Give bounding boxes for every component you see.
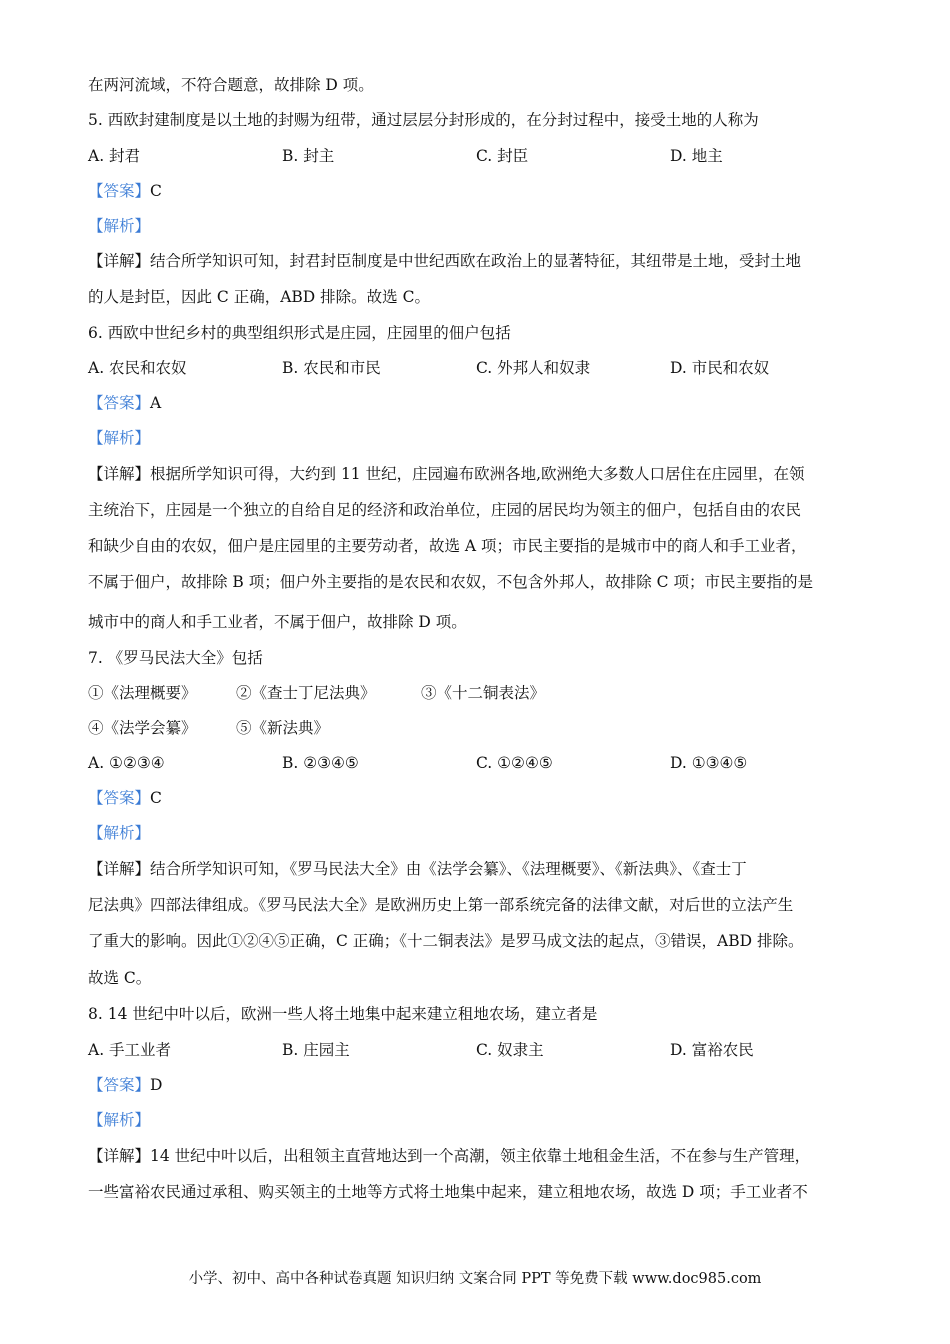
q6-answer bbox=[88, 392, 868, 414]
answer-value: C bbox=[150, 789, 162, 807]
q7-detail-2: 尼法典》四部法律组成。《罗马民法大全》是欧洲历史上第一部系统完备的法律文献，对后世的立法产生 bbox=[88, 896, 794, 914]
q6-detail-1 bbox=[88, 463, 868, 485]
q5-analysis bbox=[88, 215, 868, 237]
page-footer: 小学、初中、高中各种试卷真题 知识归纳 文案合同 PPT 等免费下载 www.doc985.com bbox=[188, 1271, 762, 1287]
q8-option-d: D. 富裕农民 bbox=[670, 1041, 754, 1059]
q7-detail-1 bbox=[88, 858, 868, 880]
q8-answer bbox=[88, 1074, 868, 1096]
analysis-tag: 【解析】 bbox=[88, 217, 151, 235]
q7-analysis bbox=[88, 822, 868, 844]
q8-option-b: B. 庄园主 bbox=[282, 1041, 350, 1059]
question-5: 5. 西欧封建制度是以土地的封赐为纽带，通过层层分封形成的，在分封过程中，接受土地的人称为 bbox=[88, 111, 759, 129]
q5-detail-1 bbox=[88, 250, 868, 272]
detail-tag: 【详解】 bbox=[88, 252, 151, 270]
question-7: 7. 《罗马民法大全》包括 bbox=[88, 649, 263, 667]
q6-option-b: B. 农民和市民 bbox=[282, 359, 381, 377]
q7-answer bbox=[88, 787, 868, 809]
q7-item-3: ③《十二铜表法》 bbox=[421, 684, 546, 702]
q6-option-c: C. 外邦人和奴隶 bbox=[476, 359, 591, 377]
analysis-tag: 【解析】 bbox=[88, 824, 151, 842]
q5-option-a: A. 封君 bbox=[88, 147, 141, 165]
q5-detail-2: 的人是封臣，因此 C 正确，ABD 排除。故选 C。 bbox=[88, 288, 430, 306]
q6-option-d: D. 市民和农奴 bbox=[670, 359, 770, 377]
detail-text: 14 世纪中叶以后，出租领主直营地达到一个高潮，领主依靠土地租金生活，不在参与生产管理， bbox=[150, 1147, 811, 1165]
detail-text: 结合所学知识可知，《罗马民法大全》由《法学会纂》、《法理概要》、《新法典》、《查士丁 bbox=[150, 860, 747, 878]
detail-tag: 【详解】 bbox=[88, 465, 151, 483]
q5-answer bbox=[88, 180, 868, 202]
answer-tag: 【答案】 bbox=[88, 789, 151, 807]
q7-item-4: ④《法学会纂》 bbox=[88, 719, 197, 737]
q7-option-d: D. ①③④⑤ bbox=[670, 754, 748, 772]
q5-option-d: D. 地主 bbox=[670, 147, 723, 165]
q7-option-c: C. ①②④⑤ bbox=[476, 754, 553, 772]
q7-detail-3: 了重大的影响。因此①②④⑤正确，C 正确；《十二铜表法》是罗马成文法的起点，③错误，ABD 排除。 bbox=[88, 932, 804, 950]
analysis-tag: 【解析】 bbox=[88, 429, 151, 447]
q5-option-b: B. 封主 bbox=[282, 147, 335, 165]
q7-item-1: ①《法理概要》 bbox=[88, 684, 197, 702]
q8-detail-1 bbox=[88, 1145, 868, 1167]
question-6: 6. 西欧中世纪乡村的典型组织形式是庄园，庄园里的佃户包括 bbox=[88, 324, 511, 342]
q8-option-a: A. 手工业者 bbox=[88, 1041, 172, 1059]
q6-detail-4: 不属于佃户，故排除 B 项；佃户外主要指的是农民和农奴，不包含外邦人，故排除 C 项；市民主要指的是 bbox=[88, 573, 813, 591]
detail-tag: 【详解】 bbox=[88, 1147, 151, 1165]
detail-tag: 【详解】 bbox=[88, 860, 151, 878]
answer-tag: 【答案】 bbox=[88, 394, 151, 412]
q7-detail-4: 故选 C。 bbox=[88, 969, 152, 987]
q5-option-c: C. 封臣 bbox=[476, 147, 529, 165]
analysis-tag: 【解析】 bbox=[88, 1111, 151, 1129]
q6-detail-5: 城市中的商人和手工业者，不属于佃户，故排除 D 项。 bbox=[88, 613, 467, 631]
detail-text: 根据所学知识可得，大约到 11 世纪，庄园遍布欧洲各地,欧洲绝大多数人口居住在庄园里，在领 bbox=[150, 465, 805, 483]
detail-text: 结合所学知识可知，封君封臣制度是中世纪西欧在政治上的显著特征，其纽带是土地，受封土地 bbox=[150, 252, 802, 270]
q8-detail-2: 一些富裕农民通过承租、购买领主的土地等方式将土地集中起来，建立租地农场，故选 D 项；手工业者不 bbox=[88, 1183, 808, 1201]
answer-value: A bbox=[150, 394, 162, 412]
q6-detail-3: 和缺少自由的农奴，佃户是庄园里的主要劳动者，故选 A 项；市民主要指的是城市中的商人和手工业者， bbox=[88, 537, 807, 555]
question-8: 8. 14 世纪中叶以后，欧洲一些人将土地集中起来建立租地农场，建立者是 bbox=[88, 1005, 598, 1023]
q6-analysis bbox=[88, 427, 868, 449]
q7-option-a: A. ①②③④ bbox=[88, 754, 165, 772]
q8-analysis bbox=[88, 1109, 868, 1131]
q6-option-a: A. 农民和农奴 bbox=[88, 359, 187, 377]
q6-detail-2: 主统治下，庄园是一个独立的自给自足的经济和政治单位，庄园的居民均为领主的佃户，包括自由的农民 bbox=[88, 501, 802, 519]
q7-item-2: ②《查士丁尼法典》 bbox=[236, 684, 376, 702]
answer-tag: 【答案】 bbox=[88, 1076, 151, 1094]
q8-option-c: C. 奴隶主 bbox=[476, 1041, 544, 1059]
answer-value: D bbox=[150, 1076, 163, 1094]
q7-option-b: B. ②③④⑤ bbox=[282, 754, 359, 772]
q7-item-5: ⑤《新法典》 bbox=[236, 719, 330, 737]
text-line: 在两河流域，不符合题意，故排除 D 项。 bbox=[88, 76, 374, 94]
answer-value: C bbox=[150, 182, 162, 200]
answer-tag: 【答案】 bbox=[88, 182, 151, 200]
